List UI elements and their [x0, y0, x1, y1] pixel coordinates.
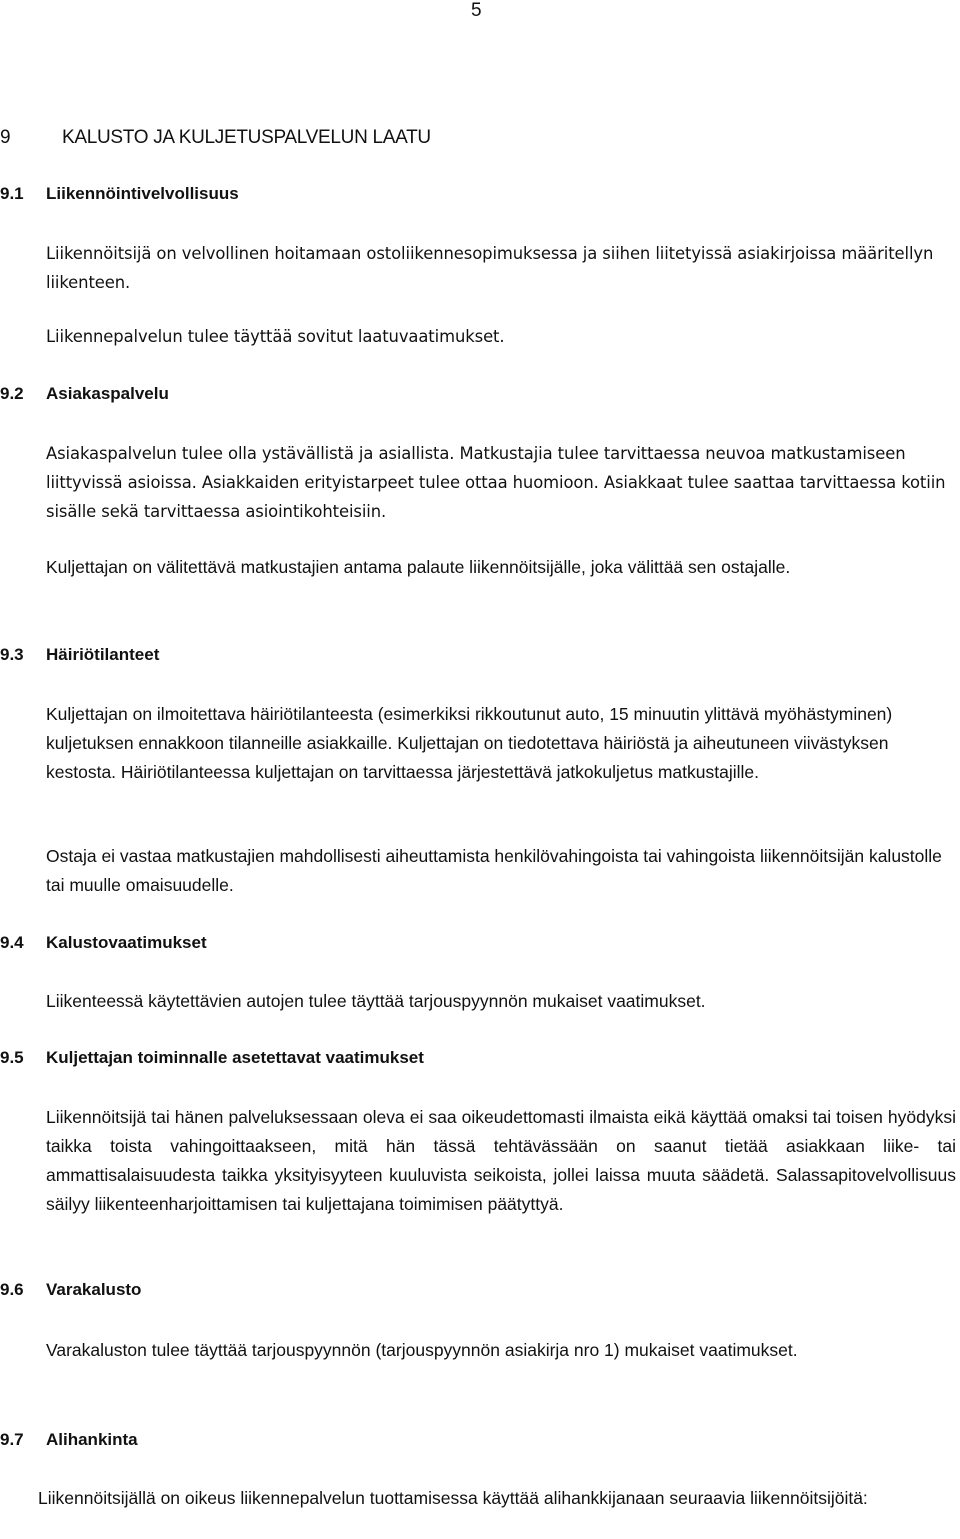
section-number: 9.5 — [0, 1048, 24, 1067]
chapter-number: 9 — [0, 127, 11, 148]
section-title: Asiakaspalvelu — [46, 384, 169, 403]
section-title: Liikennöintivelvollisuus — [46, 184, 239, 203]
section-title: Häiriötilanteet — [46, 645, 160, 664]
paragraph: Liikennöitsijä tai hänen palveluksessaan oleva ei saa oikeudettomasti ilmaista eikä käyttää omaksi tai toisen hyödyksi taikka toista vahingoittaakseen, mitä hän tässä tehtävässään on saanut tietää asiakkaan liike- tai ammattisalaisuudesta taikka yksityisyyteen kuuluvista seikoista, jollei laissa muuta säädetä. Salassapitovelvollisuus säilyy liikenteenharjoittamisen tai kuljettajana toimimisen päätyttyä. — [46, 1107, 956, 1214]
page-number: 5 — [471, 0, 482, 21]
paragraph: Liikenteessä käytettävien autojen tulee täyttää tarjouspyynnön mukaiset vaatimukset. — [46, 991, 706, 1011]
section-title: Varakalusto — [46, 1280, 142, 1299]
paragraph: Asiakaspalvelun tulee olla ystävällistä ja asiallista. Matkustajia tulee tarvittaessa neuvoa matkustamiseen liittyvissä asioissa. Asiakkaiden erityistarpeet tulee ottaa huomioon. Asiakkaat tulee saattaa tarvittaessa kotiin sisälle sekä tarvittaessa asiointikohteisiin. — [46, 444, 946, 521]
section-number: 9.3 — [0, 645, 24, 664]
chapter-title: KALUSTO JA KULJETUSPALVELUN LAATU — [62, 127, 431, 148]
paragraph: Kuljettajan on ilmoitettava häiriötilanteesta (esimerkiksi rikkoutunut auto, 15 minuutin ylittävä myöhästyminen) kuljetuksen ennakkoon tilanneille asiakkaille. Kuljettajan on tiedotettava häiriöstä ja aiheutuneen viivästyksen kestosta. Häiriötilanteessa kuljettajan on tarvittaessa järjestettävä jatkokuljetus matkustajille. — [46, 704, 893, 782]
section-number: 9.7 — [0, 1430, 24, 1449]
paragraph: Liikennöitsijällä on oikeus liikennepalvelun tuottamisessa käyttää alihankkijanaan seuraavia liikennöitsijöitä: — [38, 1488, 868, 1508]
section-title: Kalustovaatimukset — [46, 933, 207, 952]
section-number: 9.6 — [0, 1280, 24, 1299]
section-title: Alihankinta — [46, 1430, 138, 1449]
paragraph: Varakaluston tulee täyttää tarjouspyynnön (tarjouspyynnön asiakirja nro 1) mukaiset vaatimukset. — [46, 1340, 798, 1360]
section-number: 9.4 — [0, 933, 24, 952]
section-title: Kuljettajan toiminnalle asetettavat vaatimukset — [46, 1048, 424, 1067]
section-number: 9.1 — [0, 184, 24, 203]
paragraph: Liikennöitsijä on velvollinen hoitamaan ostoliikennesopimuksessa ja siihen liitetyissä asiakirjoissa määritellyn liikenteen. — [46, 244, 934, 292]
paragraph: Kuljettajan on välitettävä matkustajien antama palaute liikennöitsijälle, joka välittää sen ostajalle. — [46, 557, 791, 577]
paragraph: Ostaja ei vastaa matkustajien mahdollisesti aiheuttamista henkilövahingoista tai vahingoista liikennöitsijän kalustolle tai muulle omaisuudelle. — [46, 846, 942, 895]
section-number: 9.2 — [0, 384, 24, 403]
paragraph: Liikennepalvelun tulee täyttää sovitut laatuvaatimukset. — [46, 327, 505, 346]
